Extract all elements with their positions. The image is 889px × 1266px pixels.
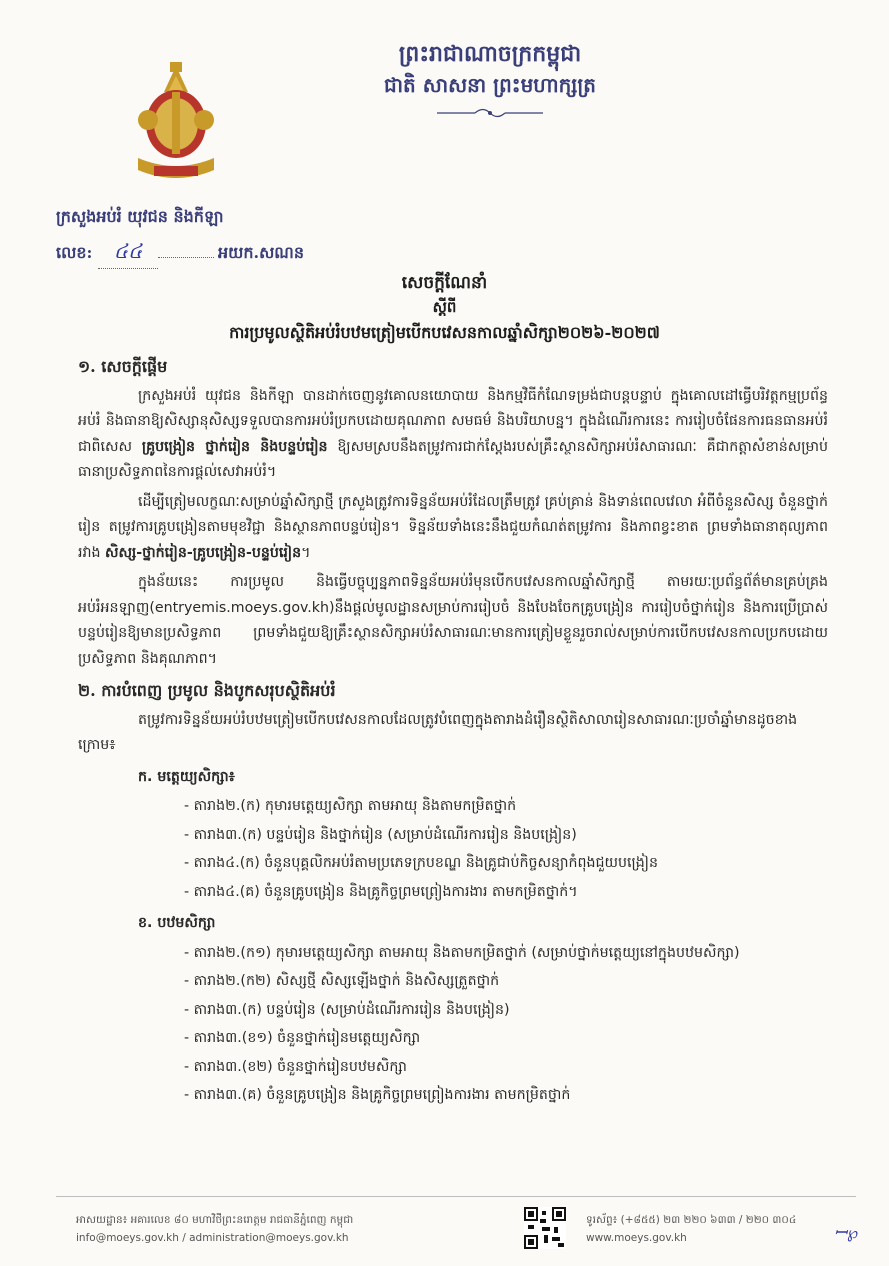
section-2-heading: ២. ការបំពេញ ប្រមូល និងបូកសរុបស្ថិតិអប់រំ [78,681,336,700]
subsection-preschool: ក. មត្តេយ្យសិក្សា៖ [138,768,235,785]
section-1-paragraph-2: ដើម្បីត្រៀមលក្ខណៈសម្រាប់ឆ្នាំសិក្សាថ្មី ក្រសួងត្រូវការទិន្នន័យអប់រំដែលត្រឹមត្រូវ គ្រប់គ្រាន់ និងទាន់ពេលវេលា អំពីចំនួនសិស្ស ចំនួនថ្នាក់រៀន តម្រូវការគ្រូបង្រៀនតាមមុខវិជ្ជា និងស្ថានភាពបន្ទប់រៀន។ ទិន្នន័យទាំងនេះនឹងជួយកំណត់តម្រូវការ និងភាពខ្វះខាត ព្រមទាំងធានាតុល្យភាពរវាង សិស្ស-ថ្នាក់រៀន-គ្រូបង្រៀន-បន្ទប់រៀន។ [78,493,828,561]
ministry-name: ក្រសួងអប់រំ យុវជន និងកីឡា [56,207,224,226]
doc-title: សេចក្តីណែនាំ [401,273,488,293]
footer-website: www.moeys.gov.kh [586,1232,687,1244]
document-body [78,352,828,1112]
footer-address-block [76,1211,353,1247]
section-2-intro: តម្រូវការទិន្នន័យអប់រំបឋមត្រៀមបើកបវេសនកាលដែលត្រូវបំពេញក្នុងតារាងដំរឿនស្ថិតិសាលារៀនសាធារណៈប្រចាំឆ្នាំមានដូចខាងក្រោម៖ [78,711,798,753]
list-item: - តារាង២.(ក២) សិស្សថ្មី សិស្សឡើងថ្នាក់ និងសិស្សត្រួតថ្នាក់ [184,969,828,995]
subsection-primary: ខ. បឋមសិក្សា [138,915,216,931]
list-item: - តារាង៤.(គ) ចំនួនគ្រូបង្រៀន និងគ្រូកិច្ចព្រមព្រៀងការងារ តាមកម្រិតថ្នាក់។ [184,880,828,906]
ref-number: ៤៤ [98,238,158,269]
kingdom-title: ព្រះរាជាណាចក្រកម្ពុជា [398,41,582,67]
list-item: - តារាង៣.(ខ២) ចំនួនថ្នាក់រៀនបឋមសិក្សា [184,1055,828,1081]
royal-emblem-icon [128,62,224,190]
section-1-paragraph-3: ក្នុងន័យនេះ ការប្រមូល និងធ្វើបច្ចុប្បន្នភាពទិន្នន័យអប់រំមុនបើកបវេសនកាលឆ្នាំសិក្សាថ្មី តាមរយៈប្រព័ន្ធព័ត៌មានគ្រប់គ្រងអប់រំអនឡាញ(entryemis.moeys.gov.kh)នឹងផ្តល់មូលដ្ឋានសម្រាប់ការរៀបចំ និងបែងចែកគ្រូបង្រៀន ការរៀបចំថ្នាក់រៀន និងការប្រើប្រាស់បន្ទប់រៀនឱ្យមានប្រសិទ្ធភាព ព្រមទាំងជួយឱ្យគ្រឹះស្ថានសិក្សាអប់រំសាធារណៈមានការត្រៀមខ្លួនរួចរាល់សម្រាប់ការបើកបវេសនកាលប្រកបដោយប្រសិទ្ធភាព និងគុណភាព។ [78,574,828,667]
ref-label: លេខ: [56,243,93,262]
section-1-heading: ១. សេចក្តីផ្តើម [78,357,168,376]
kingdom-header [300,38,680,120]
list-item: - តារាង៤.(ក) ចំនួនបុគ្គលិកអប់រំតាមប្រភេទក្របខណ្ឌ និងគ្រូជាប់កិច្ចសន្យាកំពុងជួយបង្រៀន [184,851,828,877]
ornament-divider-icon [435,106,545,120]
list-item: - តារាង២.(ក១) កុមារមត្តេយ្យសិក្សា តាមអាយុ និងតាមកម្រិតថ្នាក់ (សម្រាប់ថ្នាក់មត្តេយ្យនៅក្នុងបឋមសិក្សា) [184,941,828,967]
highlight-balance: សិស្ស-ថ្នាក់រៀន-គ្រូបង្រៀន-បន្ទប់រៀន [105,544,302,561]
section-1-paragraph-1: ក្រសួងអប់រំ យុវជន និងកីឡា បានដាក់ចេញនូវគោលនយោបាយ និងកម្មវិធីកំណែទម្រង់ជាបន្តបន្ទាប់ ក្នុងគោលដៅធ្វើបរិវត្តកម្មប្រព័ន្ធអប់រំ និងធានាឱ្យសិស្សានុសិស្សទទួលបានការអប់រំប្រកបដោយគុណភាព សមធម៌ និងបរិយាបន្ន។ ក្នុងដំណើរការនេះ ការរៀបចំផែនការធនធានអប់រំ ជាពិសេស គ្រូបង្រៀន ថ្នាក់រៀន និងបន្ទប់រៀន ឱ្យសមស្របនឹងតម្រូវការជាក់ស្តែងរបស់គ្រឹះស្ថានសិក្សាអប់រំសាធារណៈ គឺជាកត្តាសំខាន់សម្រាប់ធានាប្រសិទ្ធភាពនៃការផ្តល់សេវាអប់រំ។ [78,387,828,480]
list-item: - តារាង៣.(ក) បន្ទប់រៀន (សម្រាប់ដំណើរការរៀន និងបង្រៀន) [184,998,828,1024]
ref-suffix: អយក.សណន [217,243,304,262]
national-motto: ជាតិ សាសនា ព្រះមហាក្សត្រ [384,73,596,97]
initials-signature-icon: ꟷ℘ [834,1223,859,1242]
page-footer [56,1196,859,1257]
list-item: - តារាង៣.(ខ១) ចំនួនថ្នាក់រៀនមត្តេយ្យសិក្សា [184,1026,828,1052]
footer-contact-block [586,1211,796,1247]
footer-address: អាសយដ្ឋាន៖ អគារលេខ ៨០ មហាវិថីព្រះនរោត្តម រាជធានីភ្នំពេញ កម្ពុជា [76,1214,354,1226]
footer-emails: info@moeys.gov.kh / administration@moeys.gov.kh [76,1232,349,1244]
qr-code-icon [524,1207,566,1249]
reference-number [56,238,304,269]
doc-subject: ការប្រមូលស្ថិតិអប់រំបឋមត្រៀមបើកបវេសនកាលឆ្នាំសិក្សា២០២៦-២០២៧ [229,323,660,342]
footer-phone: ទូរស័ព្ទ៖ (+៨៥៥) ២៣ ២២០ ៦៣៣ / ២២០ ៣០៤ [586,1214,797,1226]
ref-dotted-line [158,257,214,258]
list-item: - តារាង៣.(ក) បន្ទប់រៀន និងថ្នាក់រៀន (សម្រាប់ដំណើរការរៀន និងបង្រៀន) [184,823,828,849]
doc-title-about: ស្តីពី [432,298,457,316]
highlight-resources: គ្រូបង្រៀន ថ្នាក់រៀន និងបន្ទប់រៀន [141,438,328,455]
list-item: - តារាង២.(ក) កុមារមត្តេយ្យសិក្សា តាមអាយុ និងតាមកម្រិតថ្នាក់ [184,794,828,820]
list-item: - តារាង៣.(គ) ចំនួនគ្រូបង្រៀន និងគ្រូកិច្ចព្រមព្រៀងការងារ តាមកម្រិតថ្នាក់ [184,1083,828,1109]
